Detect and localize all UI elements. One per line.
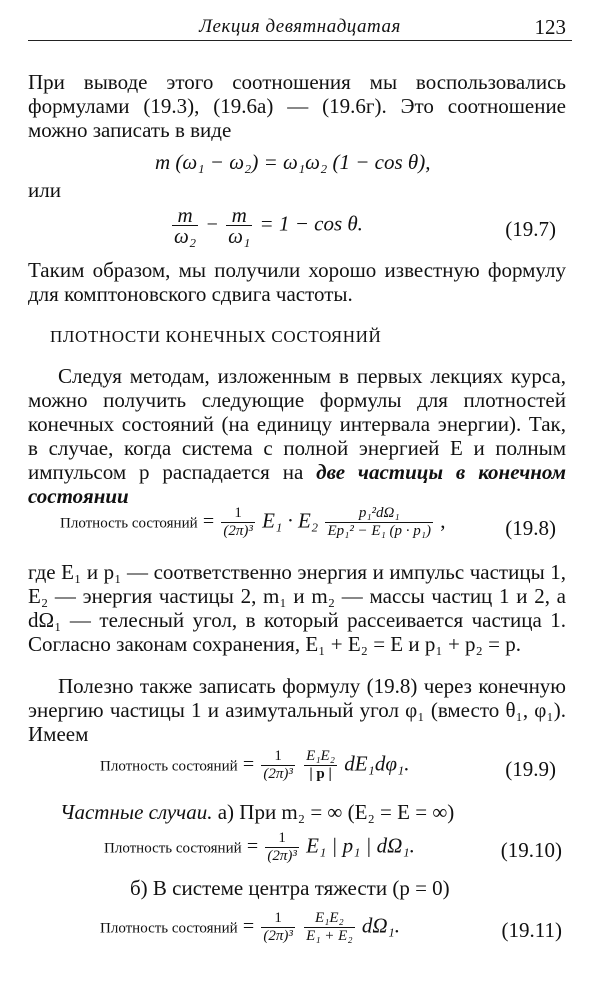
fraction-energy-over-momentum bbox=[304, 748, 337, 783]
equation-19-7: $\frac{m}{\text{ω₂}}$ − $\frac{m}{\text{ω₁}}$ = 1 − cos θ. bbox=[174, 203, 363, 248]
fraction-one-over-2pi-cubed bbox=[261, 910, 295, 945]
page-number: 123 bbox=[534, 15, 566, 39]
fraction-numerator: 1 bbox=[261, 910, 295, 928]
equation-label: Плотность состояний bbox=[100, 758, 238, 775]
fraction-numerator: E₁E₂ bbox=[304, 910, 354, 928]
equation-compton-relation: m (ω₁ − ω₂) = ω₁ω₂ (1 − cos θ), bbox=[155, 150, 431, 174]
equation-19-11: Плотность состояний = $\frac{1}{\text{(2π)³}}$ $\frac{\text{E₁E₂}}{\text{E₁ + E₂}}$ dΩ₁. bbox=[100, 910, 401, 944]
running-header bbox=[28, 14, 572, 41]
paragraph-azimuthal: Полезно также записать формулу (19.8) через конечную энергию частицы 1 и азимутальный угол φ₁ (вместо θ₁, φ₁). Имеем bbox=[28, 674, 566, 746]
fraction-denominator: Ep₁² − E₁ (p · p₁) bbox=[327, 523, 432, 539]
equation-number-19-10: (19.10) bbox=[500, 838, 562, 862]
equation-19-8: Плотность состояний = $\frac{1}{\text{(2π)³}}$ E₁ · E₂ $\frac{\text{p₁²dΩ₁}}{\text{Ep₁² − E₁ (p · p₁)}}$ , bbox=[60, 505, 446, 539]
equation-number-19-8: (19.8) bbox=[505, 516, 556, 540]
fraction-denominator: (2π)³ bbox=[263, 928, 293, 944]
equation-number-19-7: (19.7) bbox=[505, 217, 556, 241]
paragraph-densities-text: Следуя методам, изложенным в первых лекциях курса, можно получить следующие формулы для плотностей конечных состояний (на единицу интервала энергии). Так, в случае, когда система с полной энергией E и полным импульсом p распадается на bbox=[28, 364, 566, 484]
running-title: Лекция девятнадцатая bbox=[199, 16, 401, 37]
fraction-numerator: m bbox=[172, 205, 198, 226]
fraction-denominator: ω₂ bbox=[174, 224, 197, 248]
paragraph-definitions: где E₁ и p₁ — соответственно энергия и импульс частицы 1, E₂ — энергия частицы 2, m₁ и m₂ — массы частиц 1 и 2, а dΩ₁ — телесный угол, в который рассеивается частица 1. Согласно законам сохранения, E₁ + E₂ = E и p₁ + p₂ = p. bbox=[28, 560, 566, 656]
equation-19-10: Плотность состояний = $\frac{1}{\text{(2π)³}}$ E₁ | p₁ | dΩ₁. bbox=[104, 830, 415, 864]
section-heading: ПЛОТНОСТИ КОНЕЧНЫХ СОСТОЯНИЙ bbox=[50, 327, 382, 346]
equation-label: Плотность состояний bbox=[100, 920, 238, 937]
equation-number-19-11: (19.11) bbox=[501, 918, 562, 942]
fraction-numerator: m bbox=[226, 205, 252, 226]
equation-middle: E₁ · E₂ bbox=[262, 508, 319, 533]
fraction-numerator: E₁E₂ bbox=[306, 748, 335, 764]
fraction-numerator: 1 bbox=[265, 830, 299, 848]
fraction-one-over-2pi-cubed bbox=[265, 830, 299, 865]
paragraph-densities bbox=[28, 364, 566, 508]
equation-rest: dΩ₁. bbox=[361, 913, 401, 938]
fraction-one-over-2pi-cubed bbox=[221, 505, 255, 540]
fraction-denominator: (2π)³ bbox=[267, 848, 297, 864]
fraction-numerator: 1 bbox=[221, 505, 255, 523]
fraction-m-over-omega2 bbox=[172, 205, 198, 246]
fraction-denominator: ω₁ bbox=[228, 224, 251, 248]
equation-label: Плотность состояний bbox=[104, 840, 242, 857]
paragraph-compton-shift: Таким образом, мы получили хорошо известную формулу для комптоновского сдвига частоты. bbox=[28, 258, 566, 306]
fraction-one-over-2pi-cubed bbox=[261, 748, 295, 783]
equation-rest: = 1 − cos θ. bbox=[259, 211, 363, 236]
fraction-denominator: E₁ + E₂ bbox=[306, 928, 353, 944]
special-cases-text: а) При m₂ = ∞ (E₂ = E = ∞) bbox=[217, 800, 455, 824]
special-cases-emphasis: Частные случаи. bbox=[60, 800, 213, 824]
equation-rest: dE₁dφ₁. bbox=[344, 751, 410, 776]
fraction-denominator: (2π)³ bbox=[263, 766, 293, 782]
equation-19-9: Плотность состояний = $\frac{1}{\text{(2π)³}}$ $\frac{\text{E₁E₂}}{| p |}$ dE₁dφ₁. bbox=[100, 748, 410, 782]
fraction-m-over-omega1 bbox=[226, 205, 252, 246]
fraction-numerator: p₁²dΩ₁ bbox=[325, 505, 433, 523]
paragraph-derivation: При выводе этого соотношения мы воспользовались формулами (19.3), (19.6а) — (19.6г). Это соотношение можно записать в виде bbox=[28, 70, 566, 142]
case-b-line: б) В системе центра тяжести (p = 0) bbox=[130, 876, 450, 900]
equation-number-19-9: (19.9) bbox=[505, 757, 556, 781]
special-cases-line bbox=[60, 800, 566, 824]
word-or: или bbox=[28, 178, 61, 202]
fraction-denominator: (2π)³ bbox=[223, 523, 253, 539]
fraction-denominator: | p | bbox=[309, 766, 332, 782]
fraction-numerator: 1 bbox=[261, 748, 295, 766]
paragraph-densities-emphasis: две частицы в конечном состоянии bbox=[28, 460, 567, 508]
equation-label: Плотность состояний bbox=[60, 515, 198, 532]
fraction-momentum bbox=[325, 505, 433, 540]
fraction-energy-product-over-sum bbox=[304, 910, 354, 945]
equation-rest: E₁ | p₁ | dΩ₁. bbox=[306, 833, 415, 858]
